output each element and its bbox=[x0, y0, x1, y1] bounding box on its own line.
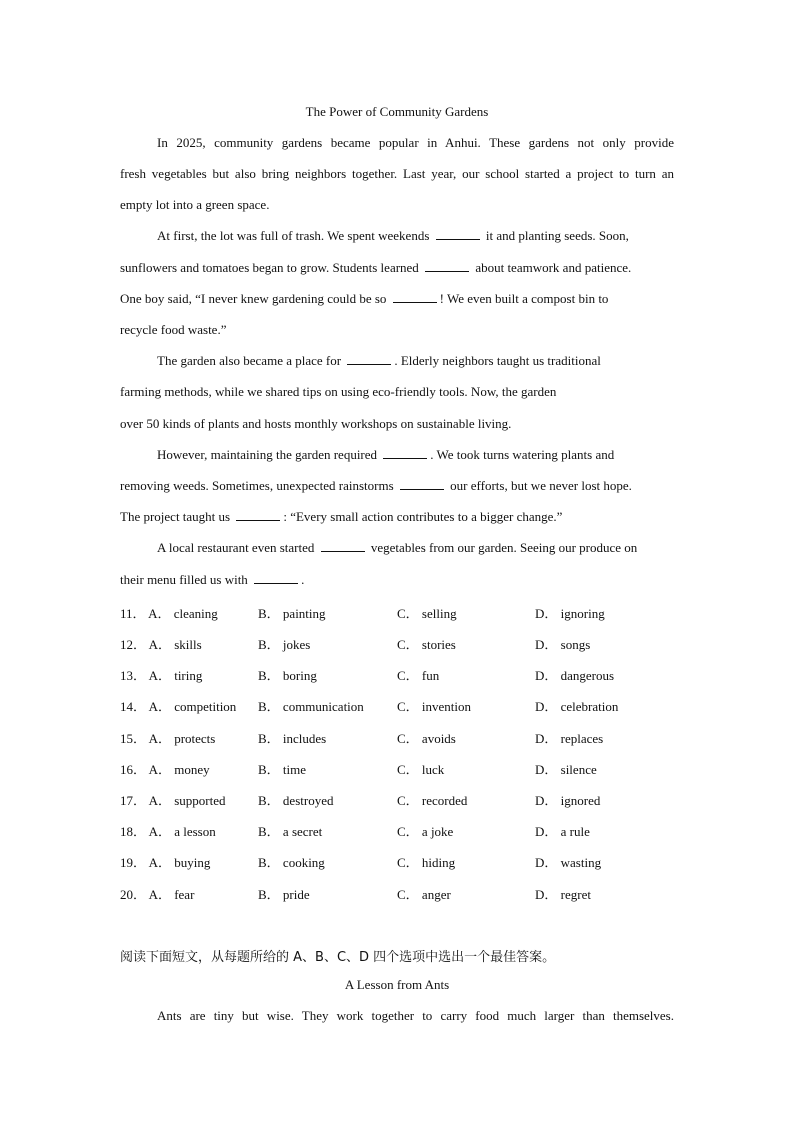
passage-line: recycle food waste.” bbox=[120, 322, 227, 337]
passage-line bbox=[157, 353, 674, 369]
option-a bbox=[120, 884, 194, 903]
option-c: C． hiding bbox=[397, 855, 456, 870]
option-d: D． songs bbox=[535, 637, 591, 652]
option-a-text: A． supported bbox=[148, 793, 226, 808]
passage-line: farming methods, while we shared tips on using eco-friendly tools. Now, the garden bbox=[120, 384, 557, 399]
passage-line bbox=[120, 260, 674, 276]
passage-title: A Lesson from Ants bbox=[344, 977, 450, 992]
line-segment: . Elderly neighbors taught us traditional bbox=[394, 353, 601, 368]
line-segment: However, maintaining the garden required bbox=[157, 447, 378, 462]
option-c: C． avoids bbox=[397, 731, 456, 746]
option-a bbox=[120, 634, 202, 653]
passage-line: fresh vegetables but also bring neighbors together. Last year, our school started a project to turn an bbox=[120, 166, 674, 181]
option-b: B． destroyed bbox=[258, 793, 334, 808]
question-number: 18． bbox=[120, 824, 147, 839]
line-segment: The garden also became a place for bbox=[157, 353, 342, 368]
question-number: 19． bbox=[120, 855, 147, 870]
answer-blank-19 bbox=[254, 572, 298, 584]
line-segment: The project taught us bbox=[120, 509, 231, 524]
option-c: C． recorded bbox=[397, 793, 468, 808]
line-segment: it and planting seeds. Soon, bbox=[485, 228, 629, 243]
option-d: D． replaces bbox=[535, 731, 604, 746]
option-b: B． boring bbox=[258, 668, 317, 683]
answer-blank-16 bbox=[400, 478, 444, 490]
question-number: 16． bbox=[120, 762, 147, 777]
line-segment: ! We even built a compost bin to bbox=[439, 291, 609, 306]
option-a bbox=[120, 821, 216, 840]
passage-line: empty lot into a green space. bbox=[120, 197, 270, 212]
line-segment: vegetables from our garden. Seeing our produce on bbox=[370, 540, 638, 555]
line-segment: our efforts, but we never lost hope. bbox=[450, 478, 632, 493]
question-number: 20． bbox=[120, 887, 147, 902]
option-d: D． wasting bbox=[535, 855, 602, 870]
option-a bbox=[120, 852, 210, 871]
line-segment: about teamwork and patience. bbox=[475, 260, 632, 275]
option-b: B． time bbox=[258, 762, 307, 777]
passage-line: over 50 kinds of plants and hosts monthly workshops on sustainable living. bbox=[120, 416, 512, 431]
section-instruction: 阅读下面短文，从每题所给的 A、B、C、D 四个选项中选出一个最佳答案。 bbox=[120, 950, 556, 965]
answer-blank-14 bbox=[347, 353, 391, 365]
option-b: B． includes bbox=[258, 731, 327, 746]
passage-line bbox=[120, 478, 674, 494]
passage-line: Ants are tiny but wise. They work together to carry food much larger than themselves. bbox=[157, 1008, 674, 1023]
line-segment: At first, the lot was full of trash. We spent weekends bbox=[157, 228, 430, 243]
question-row bbox=[120, 852, 680, 868]
question-number: 13． bbox=[120, 668, 147, 683]
option-d: D． silence bbox=[535, 762, 597, 777]
option-b: B． painting bbox=[258, 606, 326, 621]
answer-blank-18 bbox=[321, 540, 365, 552]
question-number: 15． bbox=[120, 731, 147, 746]
option-d: D． a rule bbox=[535, 824, 590, 839]
question-row bbox=[120, 603, 680, 619]
option-b: B． communication bbox=[258, 699, 364, 714]
line-segment: : “Every small action contributes to a bigger change.” bbox=[283, 509, 563, 524]
question-row bbox=[120, 759, 680, 775]
option-d: D． regret bbox=[535, 887, 591, 902]
passage-line bbox=[120, 572, 674, 588]
question-row bbox=[120, 884, 680, 900]
question-row bbox=[120, 821, 680, 837]
question-number: 14． bbox=[120, 699, 147, 714]
option-a bbox=[120, 790, 225, 809]
answer-blank-15 bbox=[383, 447, 427, 459]
line-segment: their menu filled us with bbox=[120, 572, 248, 587]
option-b: B． pride bbox=[258, 887, 310, 902]
option-a bbox=[120, 665, 202, 684]
line-segment: . We took turns watering plants and bbox=[430, 447, 615, 462]
passage-line bbox=[120, 509, 674, 525]
option-a bbox=[120, 603, 218, 622]
line-segment: One boy said, “I never knew gardening could be so bbox=[120, 291, 387, 306]
option-c: C． selling bbox=[397, 606, 457, 621]
passage-line bbox=[157, 228, 674, 244]
passage-line bbox=[120, 291, 674, 307]
option-a-text: A． skills bbox=[148, 637, 202, 652]
option-c: C． anger bbox=[397, 887, 451, 902]
option-d: D． celebration bbox=[535, 699, 619, 714]
passage-line: In 2025, community gardens became popular in Anhui. These gardens not only provide bbox=[157, 135, 674, 150]
option-b: B． jokes bbox=[258, 637, 311, 652]
question-row bbox=[120, 728, 680, 744]
answer-blank-13 bbox=[393, 291, 437, 303]
option-c: C． fun bbox=[397, 668, 440, 683]
question-row bbox=[120, 696, 680, 712]
option-a-text: A． tiring bbox=[148, 668, 203, 683]
option-b: B． cooking bbox=[258, 855, 325, 870]
option-a-text: A． a lesson bbox=[148, 824, 216, 839]
passage-line bbox=[157, 540, 674, 556]
option-b: B． a secret bbox=[258, 824, 323, 839]
option-d: D． ignoring bbox=[535, 606, 605, 621]
line-segment: removing weeds. Sometimes, unexpected rainstorms bbox=[120, 478, 394, 493]
question-number: 12． bbox=[120, 637, 147, 652]
line-segment: sunflowers and tomatoes began to grow. Students learned bbox=[120, 260, 419, 275]
question-row bbox=[120, 634, 680, 650]
question-number: 11． bbox=[120, 606, 146, 621]
question-number: 17． bbox=[120, 793, 147, 808]
question-row bbox=[120, 790, 680, 806]
line-segment: . bbox=[301, 572, 305, 587]
answer-blank-12 bbox=[425, 260, 469, 272]
option-d: D． dangerous bbox=[535, 668, 615, 683]
question-row bbox=[120, 665, 680, 681]
option-a bbox=[120, 759, 210, 778]
answer-blank-11 bbox=[436, 228, 480, 240]
passage-line bbox=[157, 447, 674, 463]
option-a-text: A． cleaning bbox=[148, 606, 218, 621]
option-a-text: A． fear bbox=[148, 887, 195, 902]
passage-title: The Power of Community Gardens bbox=[305, 104, 489, 119]
option-a-text: A． competition bbox=[148, 699, 237, 714]
option-a bbox=[120, 696, 236, 715]
option-a-text: A． money bbox=[148, 762, 210, 777]
option-c: C． luck bbox=[397, 762, 445, 777]
option-a-text: A． buying bbox=[148, 855, 211, 870]
option-c: C． a joke bbox=[397, 824, 454, 839]
answer-blank-17 bbox=[236, 509, 280, 521]
option-d: D． ignored bbox=[535, 793, 601, 808]
option-a-text: A． protects bbox=[148, 731, 216, 746]
option-c: C． invention bbox=[397, 699, 472, 714]
option-c: C． stories bbox=[397, 637, 456, 652]
line-segment: A local restaurant even started bbox=[157, 540, 315, 555]
option-a bbox=[120, 728, 215, 747]
